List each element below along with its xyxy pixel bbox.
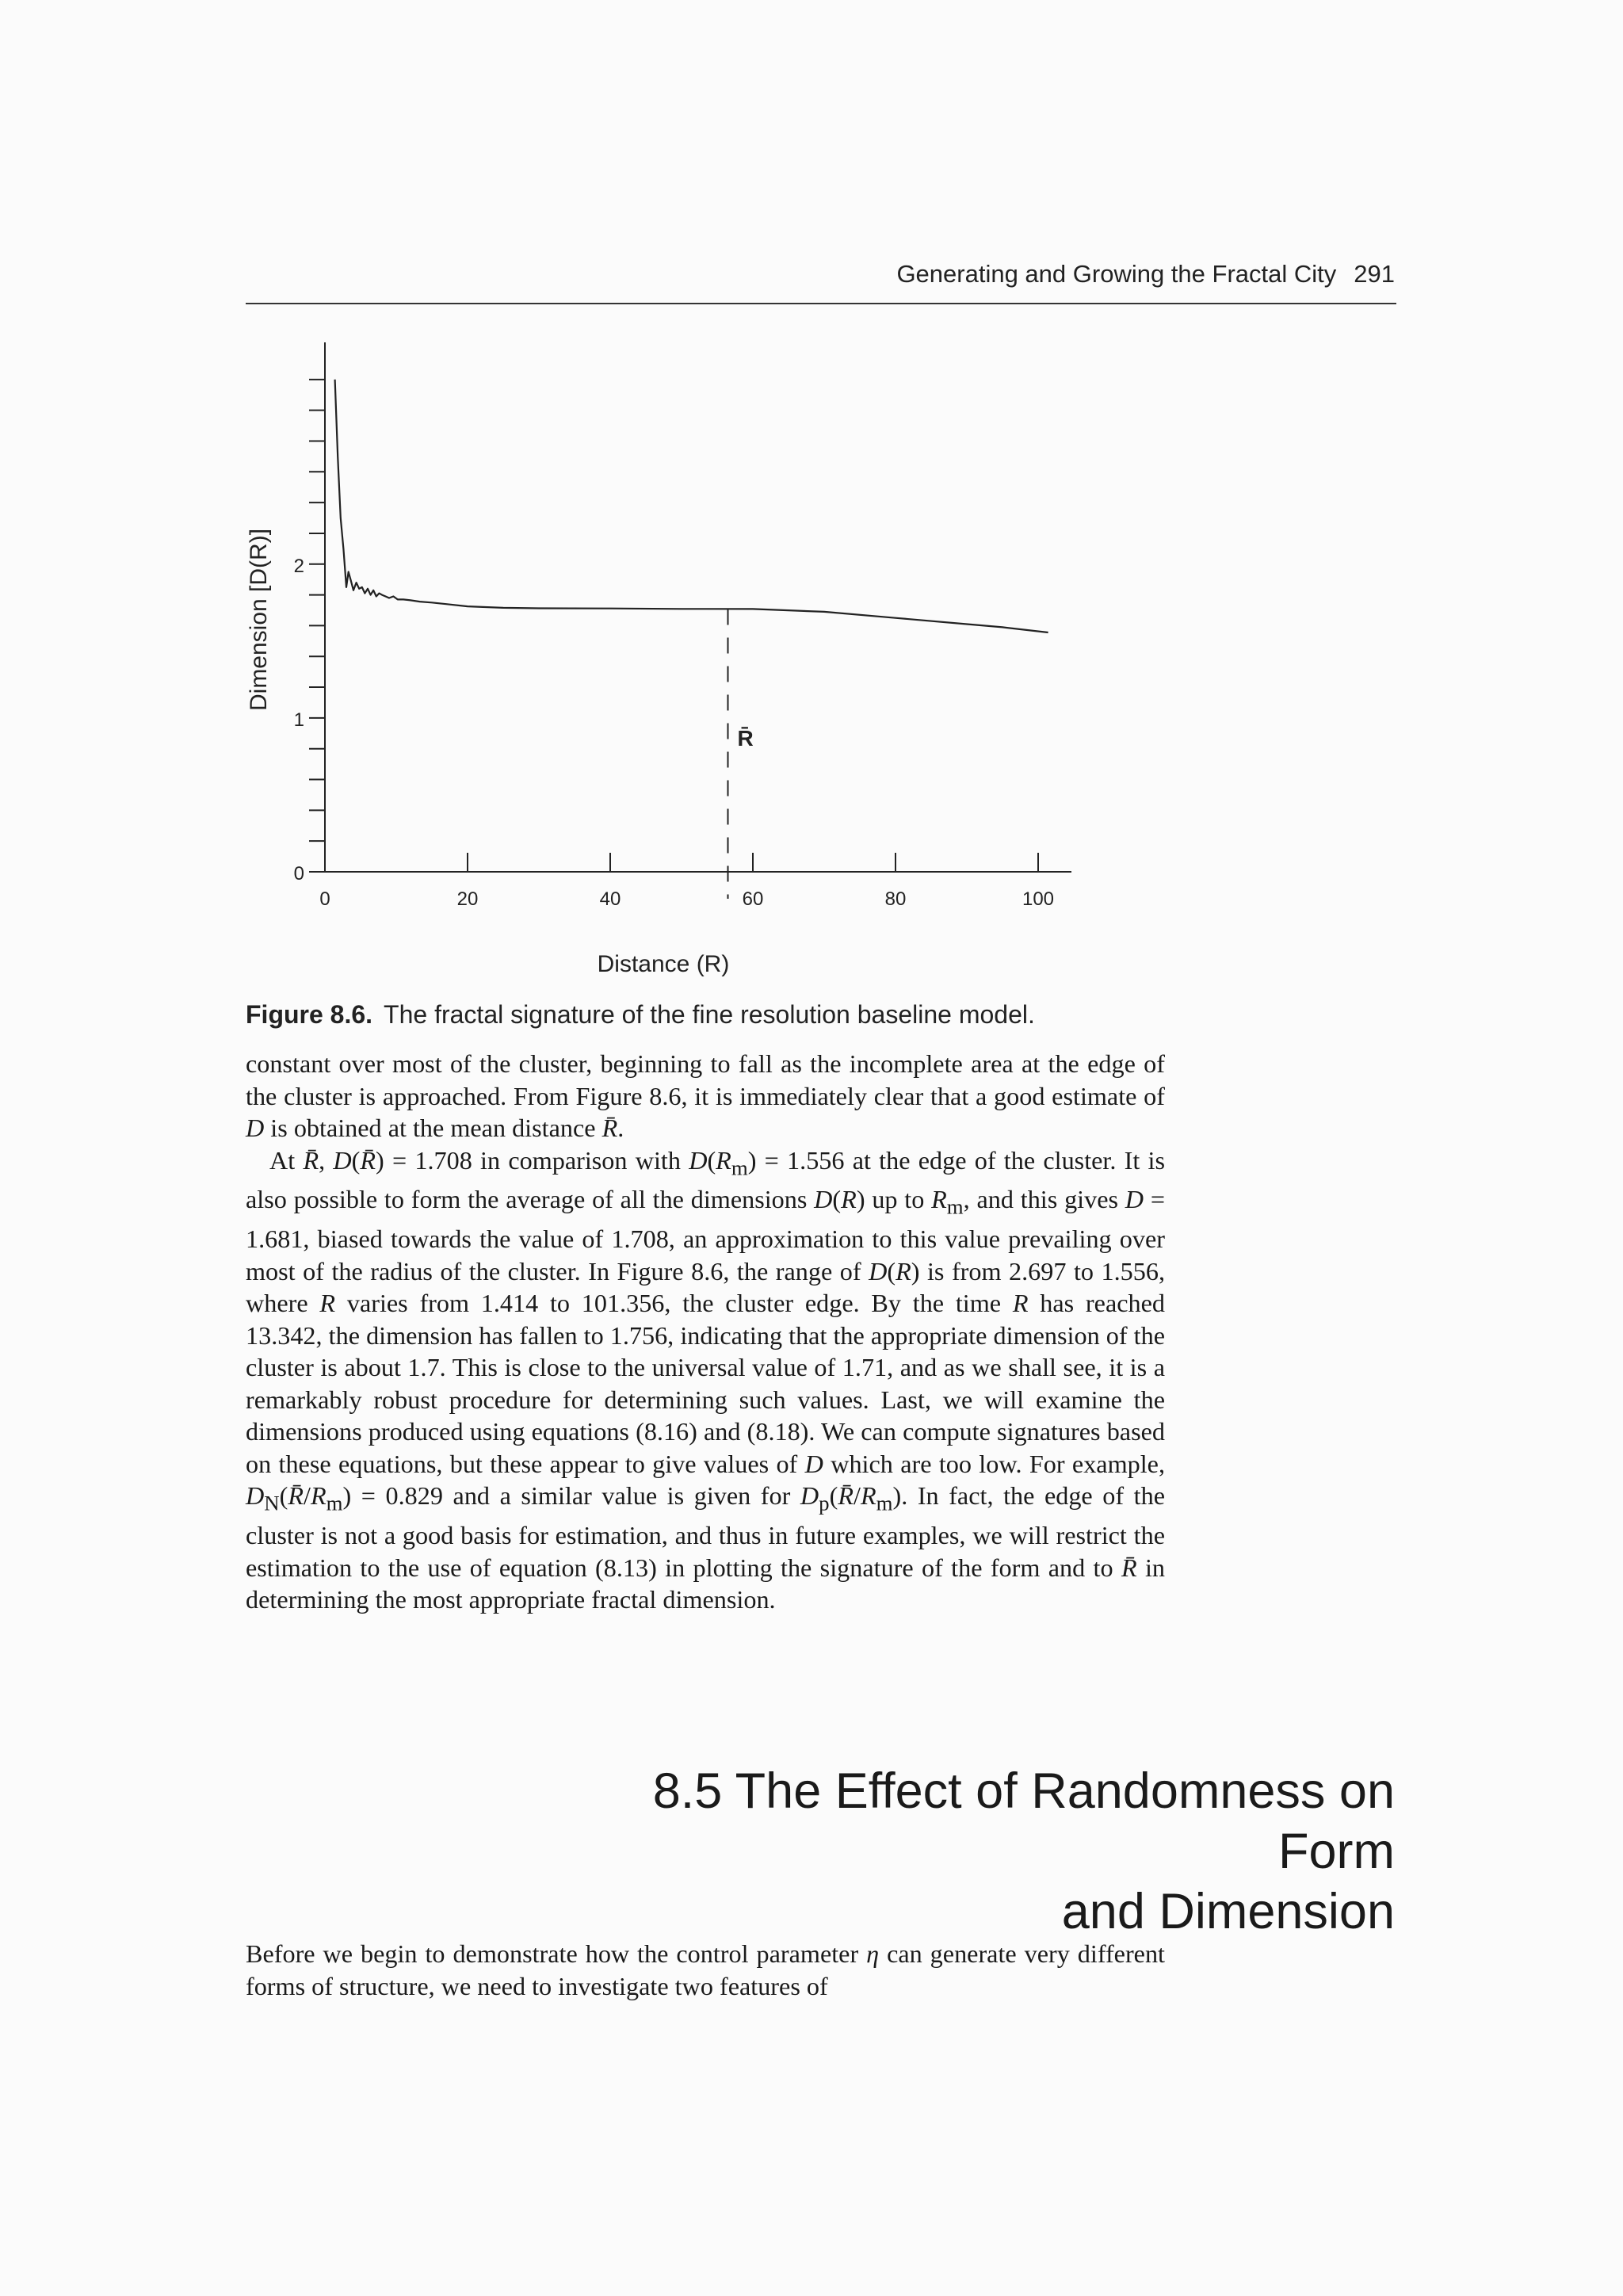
subscript-p: p (819, 1491, 830, 1515)
text-run: ( (829, 1481, 838, 1511)
text-run: , (319, 1145, 334, 1175)
text-run: varies from 1.414 to 101.356, the cluster edge. By the time (335, 1289, 1013, 1318)
x-tick-label: 40 (599, 888, 621, 910)
text-run: . (617, 1114, 624, 1142)
x-tick-label: 60 (742, 888, 764, 910)
text-run: ) is from 2.697 to 1.556, where (246, 1256, 1166, 1318)
text-run: which are too low. For example, (823, 1449, 1165, 1478)
chart-series (335, 380, 1048, 632)
text-run: At (269, 1145, 304, 1175)
math-d: D (869, 1256, 888, 1286)
text-run: has reached 13.342, the dimension has fallen to 1.756, indicating that the appropriate dimension of the cluster is about 1.7. This is close to the universal value of 1.71, and as we shall see, it is a remarkably robust procedure for determining such values. Last, we will examine the dimensions produced using equations (8.16) and (8.18). We can compute signatures based on these equations, but these appear to give values of (246, 1289, 1165, 1478)
text-run: ) = 1.556 at the edge of the cluster. It is also possible to form the average of all the dimensions (246, 1145, 1166, 1214)
figure-caption-text: The fractal signature of the fine resolution baseline model. (384, 1000, 1035, 1029)
math-r: R (896, 1256, 911, 1286)
header-rule (246, 303, 1396, 304)
text-run: / (304, 1481, 311, 1511)
dimension-series-line (335, 380, 1048, 632)
text-run: ( (279, 1481, 288, 1511)
x-tick-label: 20 (456, 888, 479, 910)
math-d: D (246, 1481, 265, 1511)
subscript-m: m (946, 1194, 964, 1219)
math-r-bar: R̄ (1121, 1553, 1137, 1582)
subscript-m: m (876, 1491, 893, 1515)
subscript-n: N (264, 1491, 280, 1515)
subscript-m: m (326, 1491, 343, 1515)
y-tick-label: 1 (293, 709, 304, 731)
running-head (246, 260, 1395, 288)
text-run: constant over most of the cluster, beginning to fall as the incomplete area at the edge of the cluster is approached. From Figure 8.6, it is immediately clear that a good estimate of (246, 1049, 1165, 1110)
body-text (246, 1048, 1165, 1616)
text-run: can generate very different forms of structure, we need to investigate two features of (246, 1939, 1166, 2000)
text-run: ( (832, 1185, 842, 1214)
paragraph-2 (246, 1144, 1165, 1616)
text-run: ) = 1.708 in comparison with (376, 1145, 689, 1175)
math-d: D (1125, 1185, 1144, 1214)
text-run: ) = 0.829 and a similar value is given for (342, 1481, 800, 1511)
paragraph-1 (246, 1048, 1165, 1144)
math-d: D (804, 1449, 823, 1478)
section-paragraph (246, 1938, 1165, 2002)
section-text (246, 1938, 1165, 2002)
x-tick-label: 0 (319, 888, 330, 910)
math-r: R (860, 1481, 876, 1511)
math-r: R (841, 1185, 857, 1214)
text-run: ( (351, 1145, 361, 1175)
text-run: ). In fact, the edge of the cluster is not a good basis for estimation, and thus in future examples, we will restrict the estimation to the use of equation (8.13) in plotting the signature of the form and to (246, 1481, 1166, 1582)
mean-distance-label: R̄ (737, 725, 754, 751)
page-number: 291 (1354, 260, 1395, 288)
math-d: D (689, 1145, 708, 1175)
math-r: R (931, 1185, 947, 1214)
math-d: D (246, 1114, 265, 1142)
figure-caption (246, 1000, 1403, 1030)
math-r-bar: R̄ (303, 1145, 319, 1175)
figure-8-6-chart (230, 333, 1181, 983)
x-tick-label: 100 (1022, 888, 1055, 910)
text-run: ( (707, 1145, 716, 1175)
section-heading-line-2: and Dimension (1061, 1884, 1395, 1939)
math-r: R (319, 1289, 336, 1318)
text-run: in determining the most appropriate fractal dimension. (246, 1553, 1165, 1614)
y-tick-label: 2 (293, 555, 304, 577)
x-tick-label: 80 (884, 888, 907, 910)
math-d: D (814, 1185, 833, 1214)
text-run: / (853, 1481, 861, 1511)
text-run: = 1.681, biased towards the value of 1.708, an approximation to this value prevailing over most of the radius of the cluster. In Figure 8.6, the range of (246, 1185, 1165, 1286)
y-tick-label: 0 (293, 863, 304, 884)
math-r-bar: R̄ (601, 1114, 618, 1142)
chart-annotations (728, 609, 754, 899)
figure-label: Figure 8.6. (246, 1000, 373, 1029)
text-run: ( (887, 1256, 896, 1286)
math-r-bar: R̄ (838, 1481, 854, 1511)
text-run: , and this gives (963, 1185, 1125, 1214)
math-d: D (333, 1145, 352, 1175)
math-r: R (716, 1145, 731, 1175)
math-r-bar: R̄ (288, 1481, 304, 1511)
math-eta: η (866, 1939, 880, 1968)
y-axis-label: Dimension [D(R)] (246, 528, 272, 712)
section-heading-line-1: 8.5 The Effect of Randomness on Form (652, 1763, 1395, 1879)
text-run: ) up to (856, 1185, 932, 1214)
chart-axes (325, 342, 1071, 872)
math-r-bar: R̄ (360, 1145, 376, 1175)
section-heading (523, 1761, 1395, 1942)
text-run: is obtained at the mean distance (264, 1114, 602, 1142)
text-run: Before we begin to demonstrate how the control parameter (246, 1939, 867, 1968)
math-d: D (800, 1481, 819, 1511)
chart-ticks (294, 380, 1054, 910)
running-title: Generating and Growing the Fractal City (896, 260, 1337, 288)
subscript-m: m (731, 1155, 748, 1179)
math-r: R (1012, 1289, 1029, 1318)
x-axis-label: Distance (R) (597, 951, 730, 977)
math-r: R (310, 1481, 327, 1511)
